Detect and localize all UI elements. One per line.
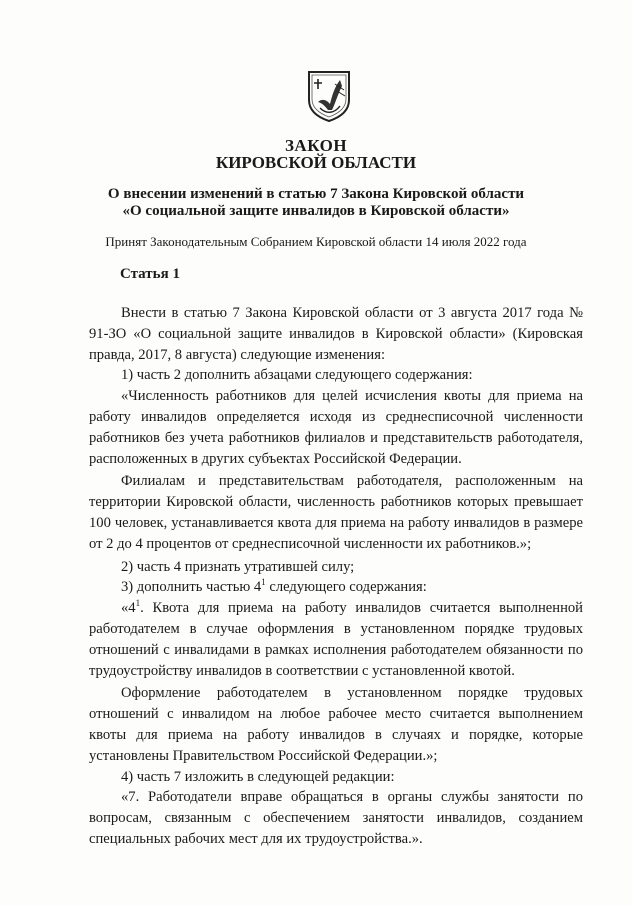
subject-line-2: «О социальной защите инвалидов в Кировской области» [122,203,510,219]
quote-paragraph-3 [89,598,583,681]
article-heading: Статья 1 [120,266,180,282]
quote-paragraph-1: «Численность работников для целей исчисления квоты для приема на работу инвалидов определяется исходя из среднесписочной численности работников без учета работников филиалов и представительств работодателя, расположенных в других субъектах Российской Федерации. [89,388,583,467]
law-title: ЗАКОН [284,136,348,155]
quote-paragraph-5: «7. Работодатели вправе обращаться в органы службы занятости по вопросам, связанным с обеспечением занятости инвалидов, созданием специальных рабочих мест для их трудоустройства.». [89,789,583,847]
intro-paragraph: Внести в статью 7 Закона Кировской области от 3 августа 2017 года № 91-ЗО «О социальной защите инвалидов в Кировской области» (Кировская правда, 2017, 8 августа) следующие изменения: [89,305,583,363]
item3-superscript: 1 [261,577,266,588]
quote3-text-b: . Квота для приема на работу инвалидов считается выполненной работодателем в случае оформления в установленном порядке трудовых отношений с инвалидами в рамках исполнения работодателем обязанности по трудоустройству инвалидов в соответствии с установленной квотой. [89,600,583,679]
item3-text-b: следующего содержания: [265,579,427,596]
quote-paragraph-2: Филиалам и представительствам работодателя, расположенным на территории Кировской области, численность работников которых превышает 100 человек, устанавливается квота для приема на работу инвалидов в размере от 2 до 4 процентов от среднесписочной численности их работников.»; [89,473,583,552]
quote3-superscript: 1 [135,598,141,609]
quote-paragraph-4: Оформление работодателем в установленном порядке трудовых отношений с инвалидом на любое рабочее место считается выполнением квоты для приема на работу инвалидов в случаях и порядке, которые установлены Правительством Российской Федерации.»; [89,685,583,764]
region-title: КИРОВСКОЙ ОБЛАСТИ [215,153,417,172]
article-body [89,303,583,850]
amendment-item-1: 1) часть 2 дополнить абзацами следующего содержания: [121,367,473,384]
adoption-note: Принят Законодательным Собранием Кировской области 14 июля 2022 года [105,234,527,249]
quote3-text-a: «4 [121,600,136,617]
item3-text-a: 3) дополнить частью 4 [121,579,262,596]
amendment-item-3 [89,577,583,598]
amendment-item-2: 2) часть 4 признать утратившей силу; [121,558,355,575]
amendment-item-4: 4) часть 7 изложить в следующей редакции: [121,768,395,785]
subject-line-1: О внесении изменений в статью 7 Закона Кировской области [107,186,525,202]
coat-of-arms-icon [306,70,352,122]
